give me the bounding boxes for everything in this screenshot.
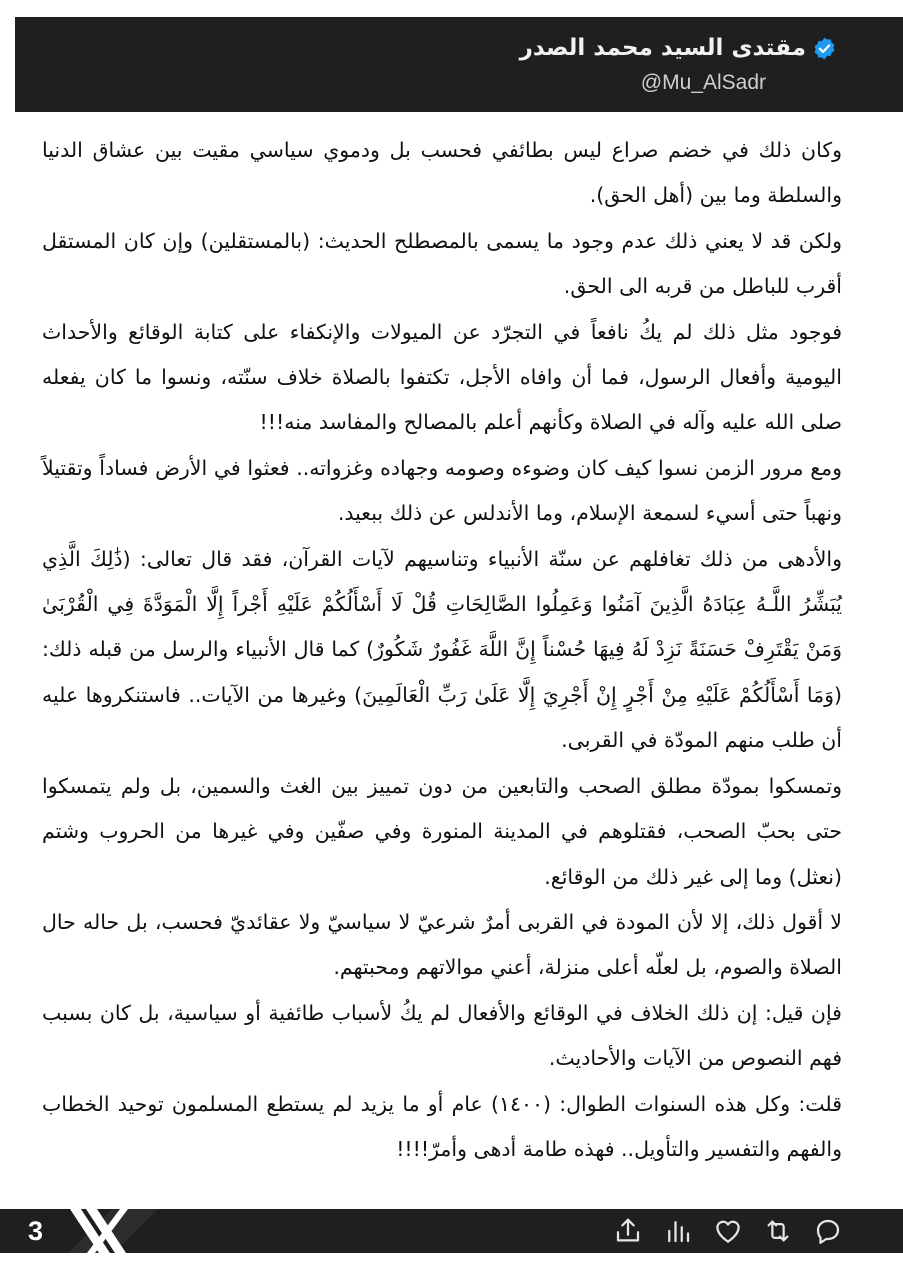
profile-header <box>15 17 903 112</box>
post-paragraph: وتمسكوا بمودّة مطلق الصحب والتابعين من دون تمييز بين الغث والسمين، بل ولم يتمسكوا حتى بحبّ الصحب، فقتلوهم في المدينة المنورة وفي صفّين وفي غيرها من الحروب وشتم (نعثل) وما إلى غير ذلك من الوقائع. <box>42 773 842 889</box>
page-number: 3 <box>28 1216 44 1246</box>
post-paragraph: قلت: وكل هذه السنوات الطوال: (١٤٠٠) عام أو ما يزيد لم يستطع المسلمون توحيد الخطاب والفهم والتفسير والتأويل.. فهذه طامة أدهى وأمرّ!!!! <box>42 1091 842 1161</box>
post-body <box>42 128 842 1172</box>
post-paragraph: فإن قيل: إن ذلك الخلاف في الوقائع والأفعال لم يكُ لأسباب طائفية أو سياسية، بل كان بسبب فهم النصوص من الآيات والأحاديث. <box>42 1000 842 1071</box>
share-icon[interactable] <box>613 1216 643 1246</box>
repost-icon[interactable] <box>763 1216 793 1246</box>
post-actions <box>613 1216 843 1246</box>
footer-bar <box>0 1209 903 1253</box>
post-paragraph: والأدهى من ذلك تغافلهم عن سنّة الأنبياء وتناسيهم لآيات القرآن، فقد قال تعالى: (ذَٰلِكَ الَّذِي يُبَشِّرُ اللَّـهُ عِبَادَهُ الَّذِينَ آمَنُوا وَعَمِلُوا الصَّالِحَاتِ قُلْ لَا أَسْأَلُكُمْ عَلَيْهِ أَجْراً إِلَّا الْمَوَدَّةَ فِي الْقُرْبَىٰ وَمَنْ يَقْتَرِفْ حَسَنَةً نَزِدْ لَهُ فِيهَا حُسْناً إِنَّ اللَّهَ غَفُورٌ شَكُورٌ) كما قال الأنبياء والرسل من قبله ذلك: (وَمَا أَسْأَلُكُمْ عَلَيْهِ مِنْ أَجْرٍ إِنْ أَجْرِيَ إِلَّا عَلَىٰ رَبِّ الْعَالَمِينَ) وغيرها من الآيات.. فاستنكروها عليه أن طلب منهم المودّة في القربى. <box>42 546 842 753</box>
post-paragraph: فوجود مثل ذلك لم يكُ نافعاً في التجرّد عن الميولات والإنكفاء على كتابة الوقائع والأحداث اليومية وأفعال الرسول، فما أن وافاه الأجل، تكتفوا بالصلاة خلاف سنّته، ونسوا ما كان يفعله صلى الله عليه وآله في الصلاة وكأنهم أعلم بالمصالح والمفاسد منه!!! <box>42 319 842 435</box>
post-paragraph: ومع مرور الزمن نسوا كيف كان وضوءه وصومه وجهاده وغزواته.. فعثوا في الأرض فساداً وتقتيلاً ونهباً حتى أسيء لسمعة الإسلام، وما الأندلس عن ذلك ببعيد. <box>42 455 842 526</box>
like-icon[interactable] <box>713 1216 743 1246</box>
post-paragraph: لا أقول ذلك، إلا لأن المودة في القربى أمرٌ شرعيّ لا سياسيّ ولا عقائديّ فحسب، بل حاله حال الصلاة والصوم، بل لعلّه أعلى منزلة، أعني موالاتهم ومحبتهم. <box>42 909 842 980</box>
user-handle[interactable]: @Mu_AlSadr <box>640 71 766 94</box>
verified-badge-icon <box>812 36 837 61</box>
post-paragraph: ولكن قد لا يعني ذلك عدم وجود ما يسمى بالمصطلح الحديث: (بالمستقلين) وإن كان المستقل أقرب للباطل من قربه الى الحق. <box>42 228 842 299</box>
x-logo-icon <box>66 1209 158 1253</box>
reply-icon[interactable] <box>813 1216 843 1246</box>
name-row <box>520 35 837 61</box>
display-name[interactable]: مقتدى السيد محمد الصدر <box>519 35 806 61</box>
post-paragraph: وكان ذلك في خضم صراع ليس بطائفي فحسب بل ودموي سياسي مقيت بين عشاق الدنيا والسلطة وما بين (أهل الحق). <box>42 138 842 208</box>
views-icon[interactable] <box>663 1216 693 1246</box>
